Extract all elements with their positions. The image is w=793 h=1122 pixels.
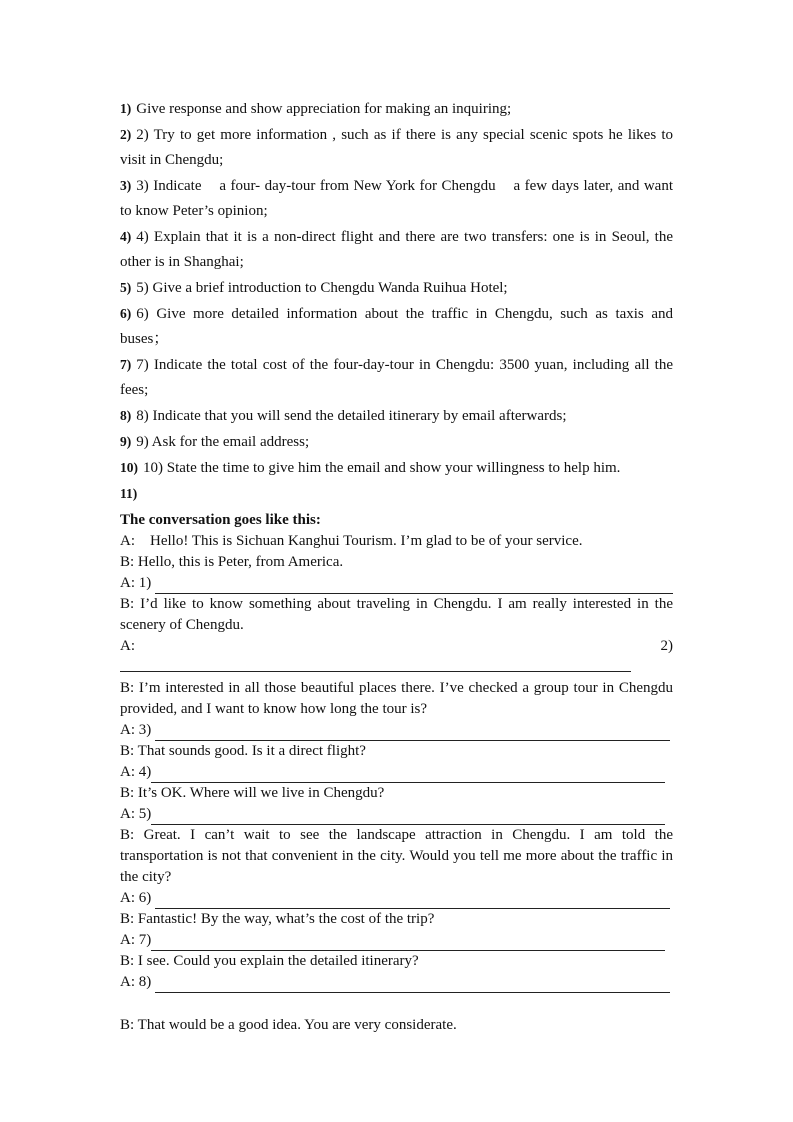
task-item [120,275,673,301]
task-text: 6) Give more detailed information about the traffic in Chengdu, such as taxis and buses； [120,306,673,347]
task-text: 8) Indicate that you will send the detailed itinerary by email afterwards; [136,408,567,424]
task-number: 8) [120,408,132,423]
line-b-hello: B: Hello, this is Peter, from America. [120,554,344,570]
task-number: 2) [120,127,132,142]
answer-label-5: A: 5) [120,806,152,822]
task-item [120,224,673,275]
task-list [120,96,677,507]
task-number: 1) [120,101,132,116]
answer-label-1: A: 1) [120,575,152,591]
line-b-traffic: B: Great. I can’t wait to see the landscape attraction in Chengdu. I am told the transportation is not that convenient in the city. Would you tell me more about the traffic in the city? [120,827,673,885]
answer-blank-7[interactable] [151,935,665,951]
task-item [120,352,673,403]
task-number: 10) [120,460,138,475]
worksheet-page [120,96,677,1036]
conversation [120,531,673,1036]
task-text: 2) Try to get more information , such as if there is any special scenic spots he likes to visit in Chengdu; [120,127,673,168]
task-item [120,122,673,173]
task-number: 11) [120,486,138,501]
task-text: 4) Explain that it is a non-direct flight and there are two transfers: one is in Seoul, the other is in Shanghai; [120,229,673,270]
task-item [120,481,673,507]
task-text: 3) Indicate a four- day-tour from New York for Chengdu a few days later, and want to know Peter’s opinion; [120,178,677,219]
answer-blank-2[interactable] [120,657,631,672]
line-b-travel: B: I’d like to know something about traveling in Chengdu. I am really interested in the scenery of Chengdu. [120,596,673,633]
answer-label-2-left: A: [120,638,135,654]
answer-line-1 [120,573,673,594]
task-text: 5) Give a brief introduction to Chengdu Wanda Ruihua Hotel; [136,280,508,296]
line-b-cost: B: Fantastic! By the way, what’s the cost of the trip? [120,911,435,927]
task-number: 7) [120,357,132,372]
task-text: 9) Ask for the email address; [136,434,310,450]
task-number: 9) [120,434,132,449]
answer-blank-5[interactable] [151,809,665,825]
task-item [120,403,673,429]
task-item [120,173,677,224]
task-number: 4) [120,229,132,244]
answer-blank-8[interactable] [155,977,670,993]
line-b-itinerary: B: I see. Could you explain the detailed itinerary? [120,953,419,969]
answer-blank-4[interactable] [151,767,665,783]
answer-blank-6[interactable] [155,893,670,909]
conversation-heading: The conversation goes like this: [120,512,321,528]
answer-line-8 [120,972,673,993]
answer-label-3: A: 3) [120,722,152,738]
answer-blank-1[interactable] [155,578,673,594]
answer-label-8: A: 8) [120,974,152,990]
task-text: 7) Indicate the total cost of the four-day-tour in Chengdu: 3500 yuan, including all the fees; [120,357,673,398]
answer-label-2-right: 2) [660,638,673,654]
line-b-live: B: It’s OK. Where will we live in Chengdu? [120,785,385,801]
task-item [120,455,673,481]
task-item [120,429,673,455]
spacer [120,993,673,1015]
answer-blank-3[interactable] [155,725,670,741]
line-b-direct: B: That sounds good. Is it a direct flight? [120,743,366,759]
task-item [120,96,673,122]
answer-label-6: A: 6) [120,890,152,906]
answer-line-7 [120,930,673,951]
answer-line-4 [120,762,673,783]
task-number: 6) [120,306,132,321]
task-item [120,301,673,352]
task-number: 3) [120,178,132,193]
answer-label-7: A: 7) [120,932,152,948]
answer-line-2 [120,636,673,657]
line-b-final: B: That would be a good idea. You are very considerate. [120,1017,457,1033]
answer-line-3 [120,720,673,741]
line-b-group: B: I’m interested in all those beautiful places there. I’ve checked a group tour in Chengdu provided, and I want to know how long the tour is? [120,680,673,717]
task-text: Give response and show appreciation for making an inquiring; [136,101,512,117]
task-number: 5) [120,280,132,295]
answer-line-5 [120,804,673,825]
answer-line-6 [120,888,673,909]
line-a-hello: A: Hello! This is Sichuan Kanghui Tourism. I’m glad to be of your service. [120,533,583,549]
answer-label-4: A: 4) [120,764,152,780]
task-text: 10) State the time to give him the email and show your willingness to help him. [143,460,621,476]
